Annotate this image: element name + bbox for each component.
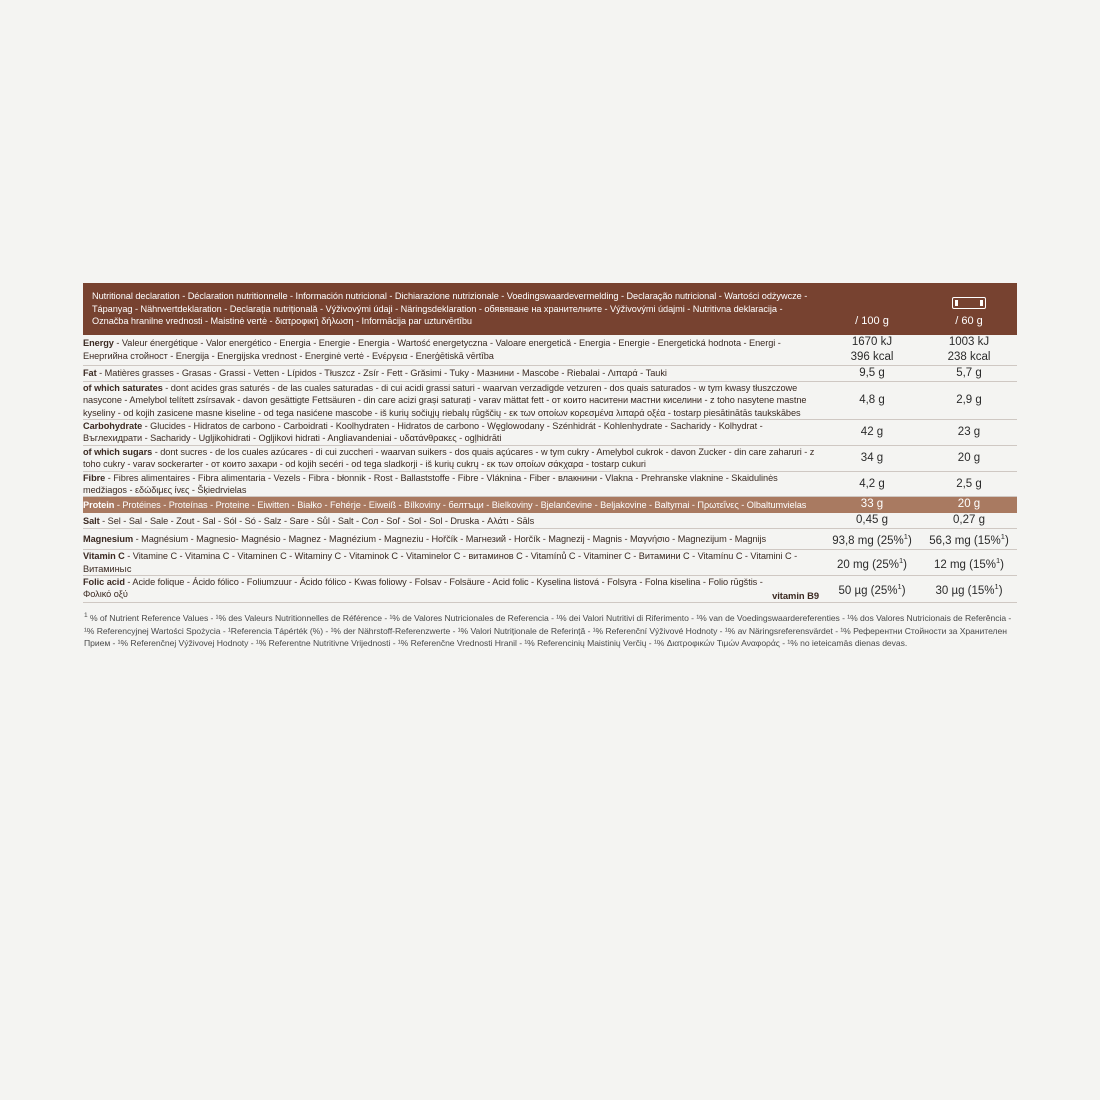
- row-translations: - Acide folique - Ácido fólico - Foliumzuur - Ácido fólico - Kwas foliowy - Folsav - Folsäure - Acid folic - Kyselina listová - Folsyra - Folna kiselina - Folio rūgštis - Φολικό οξύ: [83, 577, 763, 600]
- row-translations: - Valeur énergétique - Valor energético - Energia - Energie - Energia - Wartość energetyczna - Valoare energetică - Energia - Energie - Energetická hodnota - Energi - Енергийна стойност - Energija - Energijska vrednost - Energinė vertė - Ενέργεια - Enerģētiskā vērtība: [83, 338, 781, 361]
- row-value-100g: 33 g: [823, 497, 921, 513]
- header-col-60g: [921, 283, 1017, 335]
- header-col-100g-label: / 100 g: [855, 314, 889, 327]
- row-nutrient-name: Fibre: [83, 472, 106, 483]
- header-col-100g: [823, 283, 921, 335]
- row-label: [83, 497, 823, 513]
- row-translations: - dont acides gras saturés - de las cuales saturadas - di cui acidi grassi saturi - waarvan verzadigde vetzuren - dos quais saturados - w tym kwasy tłuszczowe nasycone - Amelybol telített zsírsavak - davon gesättigte Fettsäuren - din care acizi grași saturați - varav mättat fett - от които наситени мастни киселини - z toho nasytene mastne kyseliny - od kojih zasicene masne kiseline - od tega nasićene mascobe - iš kurių sočiųjų riebalų rūgščių - εκ των οποίων κορεσμένα λιπαρά οξέα - tostarp piesātinātās taukskābes: [83, 382, 807, 418]
- row-value-60g: 20 g: [921, 445, 1017, 471]
- table-row: [83, 529, 1017, 550]
- row-value-60g-footnote-marker: 1: [994, 582, 999, 592]
- row-label: [83, 471, 823, 497]
- row-value-100g-footnote-marker: 1: [899, 555, 904, 565]
- row-value-100g-text: 93,8 mg (25%: [832, 535, 904, 548]
- row-value-60g: [921, 576, 1017, 603]
- header-col-60g-label: / 60 g: [955, 314, 983, 327]
- table-row: [83, 445, 1017, 471]
- row-label: [83, 445, 823, 471]
- row-value-60g-tail: ): [1004, 535, 1009, 548]
- table-row-protein-highlight: [83, 497, 1017, 513]
- table-row: [83, 550, 1017, 576]
- row-nutrient-name: Folic acid: [83, 577, 125, 588]
- row-label: [83, 576, 823, 603]
- nutrition-table-sheet: [83, 283, 1017, 650]
- vitamin-b9-badge: vitamin B9: [772, 590, 819, 602]
- row-translations: - Magnésium - Magnesio- Magnésio - Magnez - Magnézium - Magneziu - Hořčík - Магнезий - Horčík - Magnezij - Magnis - Μαγνήσιο - Magnezijum - Magnijs: [133, 534, 767, 545]
- row-nutrient-name: Protein: [83, 499, 115, 510]
- row-translations: - Matières grasses - Grasas - Grassi - Vetten - Lípidos - Tłuszcz - Zsír - Fett - Grăsimi - Tuky - Мазнини - Mаscobe - Riebalai - Λιπαρά - Tauki: [96, 368, 667, 379]
- row-value-100g: 0,45 g: [823, 513, 921, 529]
- row-label: [83, 365, 823, 381]
- row-value-100g-secondary: 396 kcal: [850, 350, 894, 363]
- row-translations: - Vitamine C - Vitamina C - Vitaminen C - Witaminy C - Vitaminok C - Vitaminelor C - витаминов C - Vitamínů C - Vitaminer C - Витамини C - Vitamínu C - Vitamini C - Витаминьıс: [83, 551, 798, 574]
- row-value-100g: 34 g: [823, 445, 921, 471]
- row-value-60g-text: 30 µg (15%: [935, 585, 995, 598]
- footnote: [83, 610, 1016, 649]
- row-label: [83, 420, 823, 446]
- row-value-60g-footnote-marker: 1: [996, 555, 1001, 565]
- row-nutrient-name: Vitamin C: [83, 551, 125, 562]
- row-label: [83, 513, 823, 529]
- row-value-100g-tail: ): [901, 585, 906, 598]
- table-row: [83, 576, 1017, 603]
- row-label: [83, 550, 823, 576]
- row-value-60g-text: 12 mg (15%: [933, 558, 996, 571]
- table-row: [83, 471, 1017, 497]
- row-value-60g-secondary: 238 kcal: [947, 350, 991, 363]
- row-value-60g: 0,27 g: [921, 513, 1017, 529]
- row-value-60g: [921, 335, 1017, 366]
- row-value-60g: 2,9 g: [921, 381, 1017, 419]
- table-row: [83, 335, 1017, 366]
- row-translations: - Fibres alimentaires - Fibra alimentaria - Vezels - Fibra - błonnik - Rost - Ballaststoffe - Fibre - Vláknina - Fiber - влакнини - Vlakna - Prehranske vlaknine - Skaidulinės medžiagos - εδώδιμες ίνες - Šķiedrvielas: [83, 472, 778, 496]
- row-nutrient-name: Carbohydrate: [83, 421, 143, 431]
- row-value-60g-primary: 1003 kJ: [948, 335, 990, 348]
- row-value-100g: [823, 550, 921, 576]
- footnote-text: % of Nutrient Reference Values - ¹% des Valeurs Nutritionnelles de Référence - ¹% de Valores Nutricionales de Referencia - ¹% dei Valori Nutritivi di Riferimento - ¹% van de Voedingswaardereferenties - ¹% dos Valores Nutricionais de Referência - ¹% Referencyjnej Wartości Spożycia - ¹Referencia Tápérték (%) - ¹% der Nährstoff-Referenzwerte - ¹% Valori Nutriționale de Referință - ¹% Referenční Výživové Hodnoty - ¹% av Näringsreferensvärdet - ¹% Референтни Стойности за Хранителен Прием - ¹% Referenčnej Výživovej Hodnoty - ¹% Referentne Nutritivne Vrijednosti - ¹% Referenčne Vrednosti Hranil - ¹% Referencinių Maistinių Verčių - ¹% Διατροφικών Τιμών Αναφοράς - ¹% no ieteicamās dienas devas.: [84, 613, 1012, 649]
- row-value-60g: 23 g: [921, 420, 1017, 446]
- row-nutrient-name: of which sugars: [83, 446, 153, 457]
- row-nutrient-name: Fat: [83, 368, 97, 379]
- table-row: [83, 381, 1017, 419]
- row-value-100g: [823, 335, 921, 366]
- row-value-60g: [921, 529, 1017, 550]
- row-value-60g-text: 56,3 mg (15%: [929, 535, 1001, 548]
- row-nutrient-name: of which saturates: [83, 382, 163, 393]
- row-translations: - Glucides - Hidratos de carbono - Carboidrati - Koolhydraten - Hidratos de carbono - Węglowodany - Szénhidrát - Kohlenhydrate - Sacharidy - Kolhydrat - Въглехидрати - Sacharidy - Ugljikohidrati - Ogljikovi hidrati - Angliavandeniai - υδατάνθρακες - ogļhidrāti: [83, 421, 763, 444]
- row-label: [83, 529, 823, 550]
- row-value-60g: 5,7 g: [921, 365, 1017, 381]
- row-value-60g: 2,5 g: [921, 471, 1017, 497]
- row-value-60g: [921, 550, 1017, 576]
- row-translations: - Protéines - Proteínas - Proteine - Eiwitten - Białko - Fehérje - Eiweiß - Bílkoviny - белтъци - Bielkoviny - Bjelančevine - Beljakovine - Baltymai - Πρωτεΐνες - Olbaltumvielas: [114, 499, 807, 510]
- table-header-row: [83, 283, 1017, 335]
- row-translations: - Sel - Sal - Sale - Zout - Sal - Sól - Só - Salz - Sare - Sůl - Salt - Сол - Soľ - Sol - Sol - Druska - Αλάτι - Sāls: [99, 515, 535, 526]
- row-nutrient-name: Salt: [83, 515, 100, 526]
- row-label: [83, 335, 823, 366]
- footnote-marker: 1: [84, 612, 88, 620]
- row-value-60g-footnote-marker: 1: [1000, 532, 1005, 542]
- row-value-100g-text: 50 µg (25%: [838, 585, 898, 598]
- row-value-100g: 4,8 g: [823, 381, 921, 419]
- row-nutrient-name: Magnesium: [83, 534, 134, 545]
- row-value-60g-tail: ): [1000, 558, 1005, 571]
- row-value-60g-tail: ): [998, 585, 1003, 598]
- header-languages: Nutritional declaration - Déclaration nutritionnelle - Información nutricional - Dichiarazione nutrizionale - Voedingswaardevermelding - Declaração nutricional - Wartości odżywcze - Tápanyag - Nährwertdeklaration - Declarația nutrițională - Výživovými údaji - Näringsdeklaration - обявяване на хранителните - Výživovými údajmi - Nutritivna deklaracija - Označba hranilne vrednosti - Maistinė vertė - διατροφική δήλωση - Informācija par uzturvērtību: [92, 291, 808, 327]
- row-value-100g: 9,5 g: [823, 365, 921, 381]
- row-value-100g-primary: 1670 kJ: [851, 335, 893, 348]
- row-value-100g-footnote-marker: 1: [897, 582, 902, 592]
- table-row: [83, 513, 1017, 529]
- row-value-100g: 4,2 g: [823, 471, 921, 497]
- row-value-100g-tail: ): [903, 558, 908, 571]
- row-translations: - dont sucres - de los cuales azúcares - di cui zuccheri - waarvan suikers - dos quais açúcares - w tym cukry - Amelybol cukrok - davon Zucker - din care zaharuri - z toho cukry - varav sockerarter - от които захари - od kojih secéri - od tega sladkorji - iš kurių cukrų - εκ των οποίων σάκχαρα - tostarp cukuri: [83, 446, 815, 470]
- row-value-100g-text: 20 mg (25%: [836, 558, 899, 571]
- row-value-100g: [823, 576, 921, 603]
- row-value-60g: 20 g: [921, 497, 1017, 513]
- pack-icon: [952, 297, 986, 309]
- nutrition-table: [83, 283, 1017, 603]
- table-row: [83, 420, 1017, 446]
- table-row: [83, 365, 1017, 381]
- row-nutrient-name: Energy: [83, 338, 114, 349]
- row-value-100g-footnote-marker: 1: [903, 532, 908, 542]
- row-value-100g: [823, 529, 921, 550]
- row-value-100g-tail: ): [907, 535, 912, 548]
- row-value-100g: 42 g: [823, 420, 921, 446]
- row-label: [83, 381, 823, 419]
